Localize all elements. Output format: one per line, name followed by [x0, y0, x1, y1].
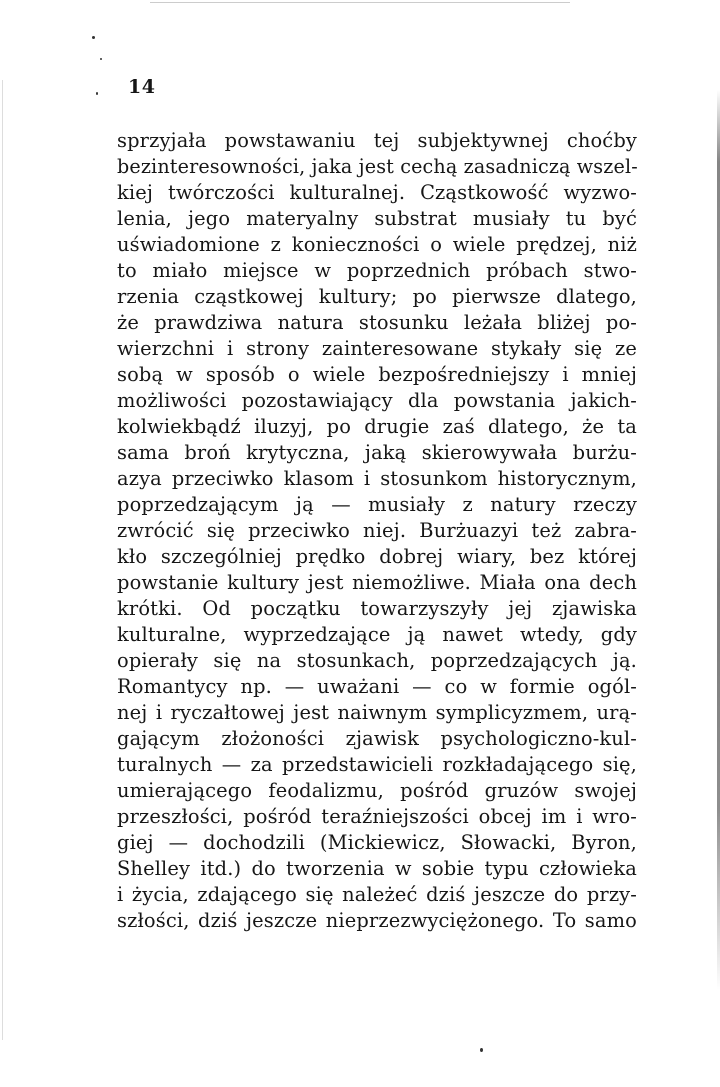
text-line: sama broń krytyczna, jaką skierowywała burżu- — [117, 441, 637, 464]
text-line: bezinteresowności, jaka jest cechą zasadniczą wszel- — [117, 155, 638, 178]
text-line: giej — dochodzili (Mickiewicz, Słowacki, Byron, — [117, 831, 637, 854]
page-number: 14 — [128, 76, 156, 98]
scan-edge-left — [2, 80, 3, 1040]
text-line: nej i ryczałtowej jest naiwnym symplicyzmem, urą- — [117, 701, 637, 724]
text-line: rzenia cząstkowej kultury; po pierwsze dlatego, — [117, 285, 637, 308]
text-line: sprzyjała powstawaniu tej subjektywnej choćby — [117, 129, 637, 152]
scan-edge-top — [150, 2, 570, 3]
text-line: kiej twórczości kulturalnej. Cząstkowość wyzwo- — [117, 181, 637, 204]
text-line: możliwości pozostawiający dla powstania jakich- — [117, 389, 637, 412]
text-line: umierającego feodalizmu, pośród gruzów swojej — [117, 779, 637, 802]
scan-speck — [100, 58, 102, 60]
text-line: kło szczególniej prędko dobrej wiary, bez której — [117, 545, 637, 568]
text-line: Romantycy np. — uważani — co w formie ogól- — [117, 675, 637, 698]
text-line: powstanie kultury jest niemożliwe. Miała ona dech — [117, 571, 637, 594]
text-line: poprzedzającym ją — musiały z natury rzeczy — [117, 493, 637, 516]
text-line: wierzchni i strony zainteresowane stykały się ze — [117, 337, 637, 360]
text-line: kolwiekbądź iluzyj, po drugie zaś dlatego, że ta — [117, 415, 637, 438]
text-line: przeszłości, pośród teraźniejszości obcej im i wro- — [117, 805, 637, 828]
text-line: lenia, jego materyalny substrat musiały tu być — [117, 207, 637, 230]
scan-speck — [96, 92, 98, 95]
scan-speck — [480, 1048, 483, 1052]
text-line: krótki. Od początku towarzyszyły jej zjawiska — [117, 597, 637, 620]
text-line: Shelley itd.) do tworzenia w sobie typu człowieka — [117, 857, 637, 880]
text-line: opierały się na stosunkach, poprzedzających ją. — [117, 649, 637, 672]
body-text — [117, 128, 637, 934]
text-line: i życia, zdającego się należeć dziś jeszcze do przy- — [117, 883, 637, 906]
text-line: turalnych — za przedstawicieli rozkładającego się, — [117, 753, 637, 776]
text-line: uświadomione z konieczności o wiele prędzej, niż — [117, 233, 637, 256]
text-line: że prawdziwa natura stosunku leżała bliżej po- — [117, 311, 637, 334]
text-line: kulturalne, wyprzedzające ją nawet wtedy, gdy — [117, 623, 637, 646]
scan-speck — [92, 36, 95, 39]
text-line: azya przeciwko klasom i stosunkom historycznym, — [117, 467, 637, 490]
text-line: sobą w sposób o wiele bezpośredniejszy i mniej — [117, 363, 637, 386]
text-line: zwrócić się przeciwko niej. Burżuazyi też zabra- — [117, 519, 637, 542]
text-line: gającym złożoności zjawisk psychologiczno-kul- — [117, 727, 637, 750]
text-line: to miało miejsce w poprzednich próbach stwo- — [117, 259, 637, 282]
text-line: szłości, dziś jeszcze nieprzezwyciężonego. To samo — [117, 909, 637, 932]
